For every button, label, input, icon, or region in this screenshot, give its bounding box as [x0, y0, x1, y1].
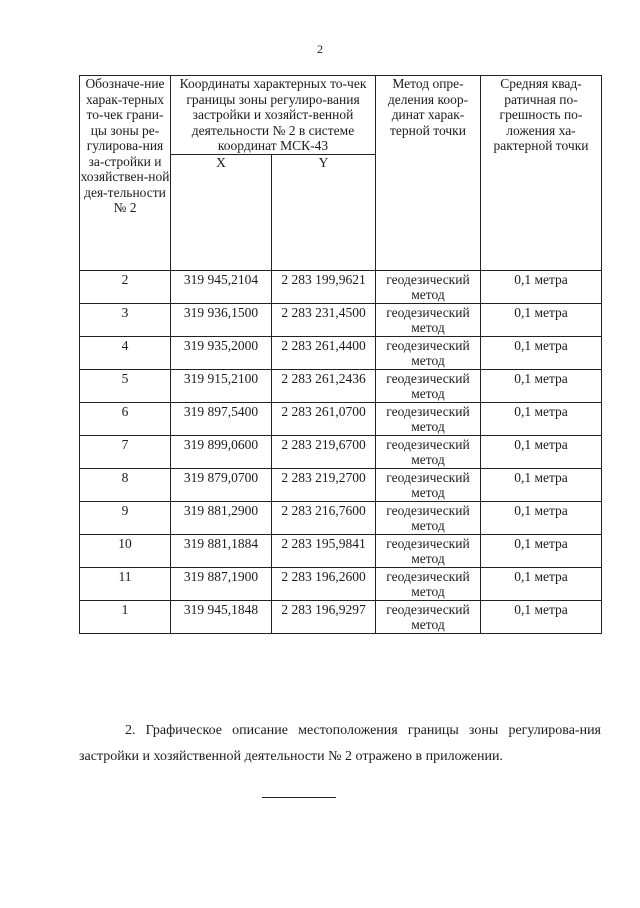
cell-y: 2 283 231,4500 — [272, 303, 376, 336]
table-row — [80, 435, 602, 468]
cell-y: 2 283 195,9841 — [272, 534, 376, 567]
cell-method: геодезический метод — [376, 501, 481, 534]
cell-x: 319 945,1848 — [171, 600, 272, 633]
table-body — [80, 270, 602, 633]
cell-accuracy: 0,1 метра — [481, 402, 602, 435]
cell-accuracy: 0,1 метра — [481, 534, 602, 567]
cell-y: 2 283 261,2436 — [272, 369, 376, 402]
cell-accuracy: 0,1 метра — [481, 369, 602, 402]
table-row — [80, 369, 602, 402]
cell-point: 3 — [80, 303, 171, 336]
header-x: X — [171, 154, 272, 270]
table-row — [80, 600, 602, 633]
cell-point: 4 — [80, 336, 171, 369]
cell-point: 8 — [80, 468, 171, 501]
cell-method: геодезический метод — [376, 270, 481, 303]
cell-point: 2 — [80, 270, 171, 303]
cell-point: 11 — [80, 567, 171, 600]
cell-x: 319 899,0600 — [171, 435, 272, 468]
cell-y: 2 283 261,4400 — [272, 336, 376, 369]
cell-y: 2 283 199,9621 — [272, 270, 376, 303]
cell-method: геодезический метод — [376, 303, 481, 336]
cell-y: 2 283 219,2700 — [272, 468, 376, 501]
cell-x: 319 945,2104 — [171, 270, 272, 303]
cell-method: геодезический метод — [376, 468, 481, 501]
cell-x: 319 879,0700 — [171, 468, 272, 501]
header-coordinates: Координаты характерных то-чек границы зоны регулиро-вания застройки и хозяйст-венной деятельности № 2 в системе координат МСК-43 — [171, 76, 376, 155]
table-row — [80, 402, 602, 435]
body-paragraph: 2. Графическое описание местоположения границы зоны регулирова-ния застройки и хозяйственной деятельности № 2 отражено в приложении. — [79, 723, 601, 764]
header-y: Y — [272, 154, 376, 270]
cell-accuracy: 0,1 метра — [481, 303, 602, 336]
table-row — [80, 270, 602, 303]
table-row — [80, 534, 602, 567]
header-accuracy: Средняя квад-ратичная по-грешность по-ложения ха-рактерной точки — [481, 76, 602, 271]
cell-y: 2 283 219,6700 — [272, 435, 376, 468]
header-method: Метод опре-деления коор-динат харак-терной точки — [376, 76, 481, 271]
cell-y: 2 283 196,9297 — [272, 600, 376, 633]
cell-method: геодезический метод — [376, 534, 481, 567]
cell-accuracy: 0,1 метра — [481, 336, 602, 369]
cell-accuracy: 0,1 метра — [481, 270, 602, 303]
cell-method: геодезический метод — [376, 369, 481, 402]
table-row — [80, 567, 602, 600]
end-divider — [262, 797, 336, 798]
cell-point: 7 — [80, 435, 171, 468]
table-row — [80, 303, 602, 336]
cell-x: 319 881,1884 — [171, 534, 272, 567]
cell-accuracy: 0,1 метра — [481, 567, 602, 600]
cell-y: 2 283 261,0700 — [272, 402, 376, 435]
cell-method: геодезический метод — [376, 435, 481, 468]
cell-accuracy: 0,1 метра — [481, 501, 602, 534]
cell-x: 319 897,5400 — [171, 402, 272, 435]
cell-accuracy: 0,1 метра — [481, 468, 602, 501]
table-row — [80, 468, 602, 501]
cell-point: 6 — [80, 402, 171, 435]
cell-y: 2 283 196,2600 — [272, 567, 376, 600]
header-point-designation: Обозначе-ние харак-терных то-чек грани-цы зоны ре-гулирова-ния за-стройки и хозяйствен-ной дея-тельности № 2 — [80, 76, 171, 271]
cell-x: 319 915,2100 — [171, 369, 272, 402]
cell-y: 2 283 216,7600 — [272, 501, 376, 534]
cell-point: 1 — [80, 600, 171, 633]
cell-accuracy: 0,1 метра — [481, 435, 602, 468]
cell-method: геодезический метод — [376, 567, 481, 600]
cell-point: 10 — [80, 534, 171, 567]
cell-point: 5 — [80, 369, 171, 402]
cell-point: 9 — [80, 501, 171, 534]
cell-accuracy: 0,1 метра — [481, 600, 602, 633]
cell-x: 319 887,1900 — [171, 567, 272, 600]
table-row — [80, 336, 602, 369]
table-row — [80, 501, 602, 534]
cell-method: геодезический метод — [376, 336, 481, 369]
coordinates-table — [79, 75, 602, 634]
cell-method: геодезический метод — [376, 600, 481, 633]
cell-x: 319 935,2000 — [171, 336, 272, 369]
cell-x: 319 881,2900 — [171, 501, 272, 534]
cell-method: геодезический метод — [376, 402, 481, 435]
page-number: 2 — [317, 42, 323, 56]
cell-x: 319 936,1500 — [171, 303, 272, 336]
table-header-row — [80, 76, 602, 155]
